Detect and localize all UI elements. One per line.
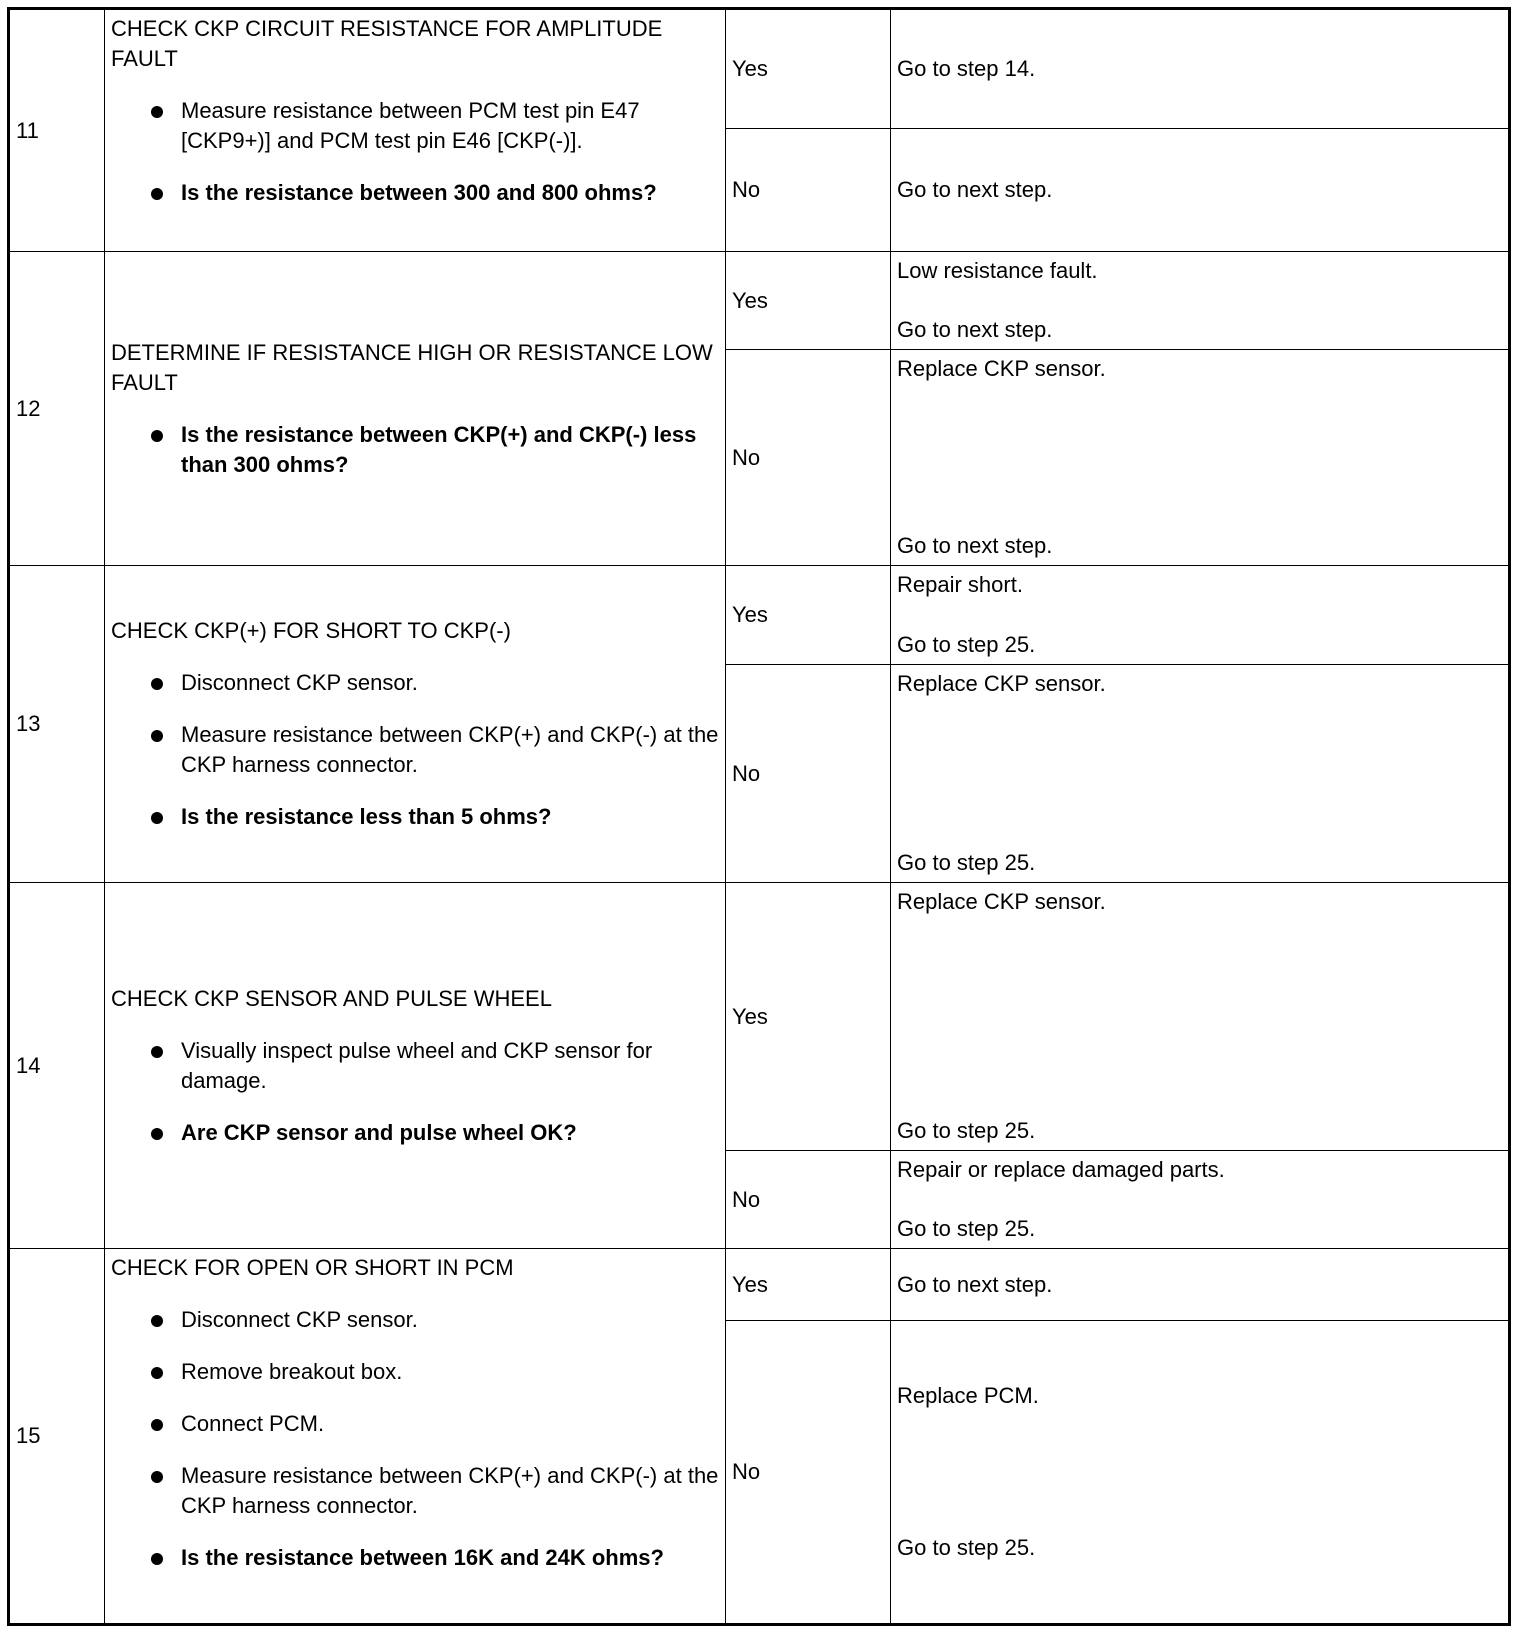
instruction-item: Disconnect CKP sensor.: [181, 1305, 719, 1335]
bullet-list: [111, 420, 719, 480]
action-lines: [897, 50, 1502, 88]
yes-action: [891, 252, 1510, 350]
action-line: Go to step 25.: [897, 850, 1036, 875]
action-lines: [897, 350, 1502, 565]
instruction-item: Measure resistance between CKP(+) and CKP(-) at the CKP harness connector.: [181, 1461, 719, 1521]
step-title: DETERMINE IF RESISTANCE HIGH OR RESISTANCE LOW FAULT: [111, 339, 713, 395]
question-item: Are CKP sensor and pulse wheel OK?: [181, 1118, 719, 1148]
table-row: [9, 883, 1510, 1151]
step-description: [105, 9, 726, 252]
table-row: [9, 9, 1510, 129]
step-description: [105, 883, 726, 1249]
bullet-list: [111, 668, 719, 832]
step-number: 13: [9, 566, 105, 883]
no-action: [891, 350, 1510, 566]
action-lines: [897, 1321, 1502, 1623]
action-line: Go to step 25.: [897, 1216, 1036, 1241]
yes-action: [891, 1249, 1510, 1321]
action-line: Replace CKP sensor.: [897, 889, 1106, 914]
no-answer: No: [726, 129, 891, 252]
step-description: [105, 566, 726, 883]
table-row: [9, 1249, 1510, 1321]
bullet-list: [111, 1305, 719, 1573]
step-title: CHECK FOR OPEN OR SHORT IN PCM: [111, 1255, 514, 1280]
action-lines: [897, 1266, 1502, 1304]
step-number: 14: [9, 883, 105, 1249]
action-line: Go to next step.: [897, 317, 1053, 342]
action-lines: [897, 171, 1502, 209]
action-lines: [897, 883, 1502, 1150]
action-lines: [897, 1151, 1502, 1248]
no-action: [891, 1321, 1510, 1625]
step-title: CHECK CKP(+) FOR SHORT TO CKP(-): [111, 618, 511, 643]
step-description: [105, 252, 726, 566]
action-line: Repair or replace damaged parts.: [897, 1157, 1225, 1182]
action-line: Replace CKP sensor.: [897, 356, 1106, 381]
step-number: 11: [9, 9, 105, 252]
yes-action: [891, 9, 1510, 129]
yes-action: [891, 883, 1510, 1151]
step-number: 12: [9, 252, 105, 566]
no-action: [891, 1151, 1510, 1249]
action-lines: [897, 665, 1502, 882]
yes-answer: Yes: [726, 883, 891, 1151]
instruction-item: Disconnect CKP sensor.: [181, 668, 719, 698]
action-line: Low resistance fault.: [897, 258, 1098, 283]
action-line: Go to next step.: [897, 1271, 1053, 1297]
diagnostic-table: [7, 7, 1511, 1626]
action-lines: [897, 566, 1502, 664]
bullet-list: [111, 1036, 719, 1148]
step-title: CHECK CKP SENSOR AND PULSE WHEEL: [111, 985, 552, 1011]
action-line: Repair short.: [897, 572, 1023, 597]
action-line: Replace PCM.: [897, 1383, 1039, 1408]
action-line: Go to step 14.: [897, 56, 1036, 81]
no-action: [891, 665, 1510, 883]
action-line: Go to step 25.: [897, 1118, 1036, 1143]
yes-action: [891, 566, 1510, 665]
instruction-item: Visually inspect pulse wheel and CKP sensor for damage.: [181, 1036, 719, 1096]
yes-answer: Yes: [726, 252, 891, 350]
no-action: [891, 129, 1510, 252]
question-item: Is the resistance between CKP(+) and CKP(-) less than 300 ohms?: [181, 420, 719, 480]
no-answer: No: [726, 665, 891, 883]
no-answer: No: [726, 350, 891, 566]
yes-answer: Yes: [726, 1249, 891, 1321]
no-answer: No: [726, 1151, 891, 1249]
action-line: Go to next step.: [897, 177, 1053, 202]
question-item: Is the resistance less than 5 ohms?: [181, 802, 719, 832]
action-lines: [897, 252, 1502, 349]
yes-answer: Yes: [726, 566, 891, 665]
no-answer: No: [726, 1321, 891, 1625]
step-description: [105, 1249, 726, 1625]
action-line: Go to step 25.: [897, 632, 1036, 657]
instruction-item: Remove breakout box.: [181, 1357, 719, 1387]
step-number: 15: [9, 1249, 105, 1625]
action-line: Go to next step.: [897, 533, 1053, 558]
action-line: Replace CKP sensor.: [897, 671, 1106, 696]
yes-answer: Yes: [726, 9, 891, 129]
instruction-item: Measure resistance between PCM test pin E47 [CKP9+)] and PCM test pin E46 [CKP(-)].: [181, 96, 719, 156]
table-row: [9, 566, 1510, 665]
instruction-item: Connect PCM.: [181, 1409, 719, 1439]
step-title: CHECK CKP CIRCUIT RESISTANCE FOR AMPLITUDE FAULT: [111, 16, 663, 71]
question-item: Is the resistance between 300 and 800 ohms?: [181, 178, 719, 208]
instruction-item: Measure resistance between CKP(+) and CKP(-) at the CKP harness connector.: [181, 720, 719, 780]
bullet-list: [111, 96, 719, 208]
action-line: Go to step 25.: [897, 1535, 1036, 1560]
table-row: [9, 252, 1510, 350]
question-item: Is the resistance between 16K and 24K ohms?: [181, 1543, 719, 1573]
